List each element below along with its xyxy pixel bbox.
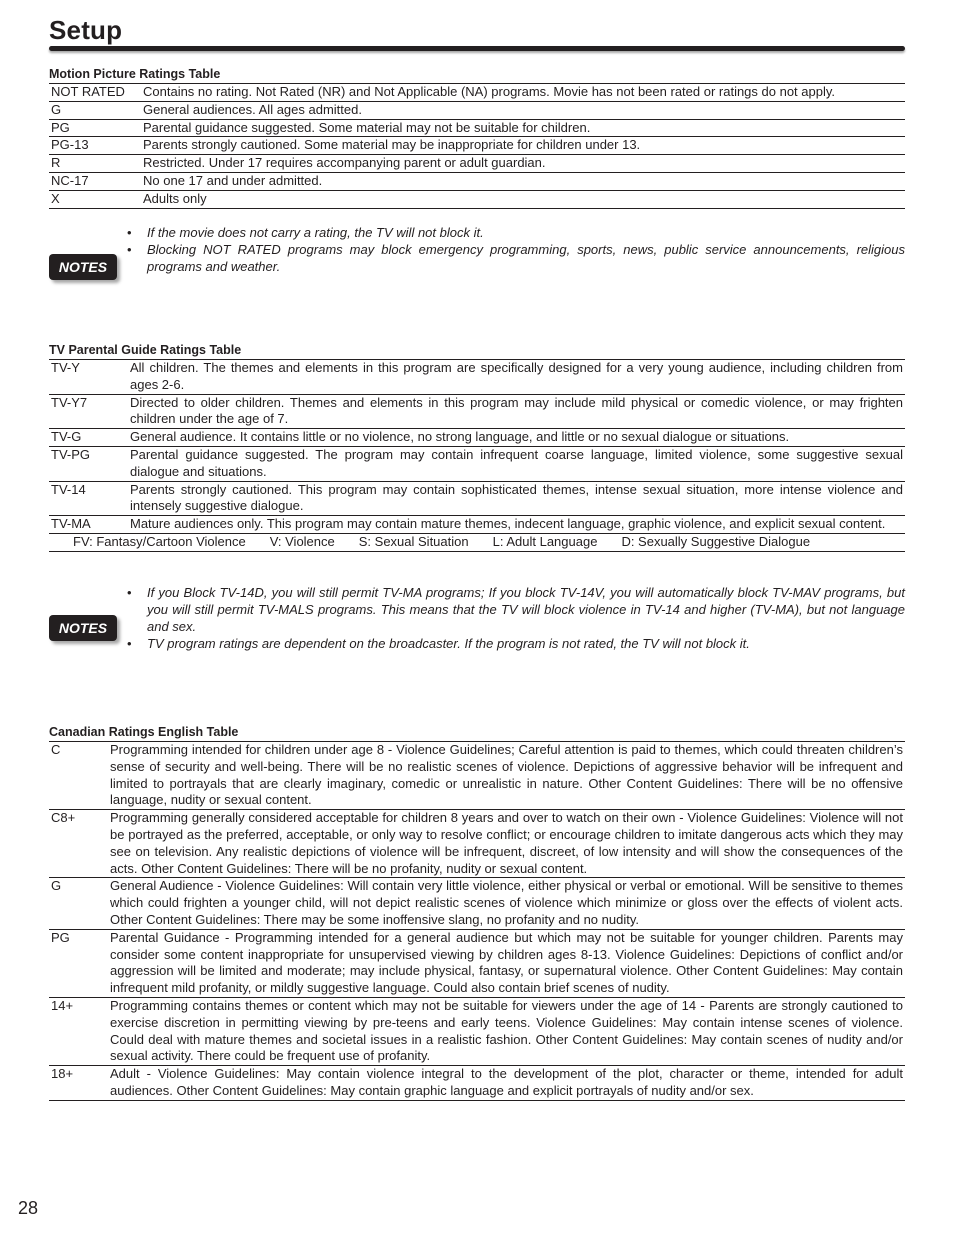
legend-item: D: Sexually Suggestive Dialogue — [621, 533, 811, 549]
rating-description: All children. The themes and elements in this program are specifically designed for a very young audience, including children from ages 2-6. — [128, 360, 905, 394]
rating-description: Parental Guidance - Programming intended for a general audience but which may not be suitable for younger children. Parents may consider some content inappropriate for unsupervised viewing by children ages 8-13. Violence Guidelines: Depictions of conflict and/or aggression will be limited and moderate; may include physical, fantasy, or supernatural violence. Other Content Guidelines: May contain infrequent mild profanity, or mildly suggestive language. Could also contain brief scenes of nudity. — [108, 929, 905, 997]
rating-row — [49, 101, 905, 119]
rating-row — [49, 446, 905, 481]
rating-code: 14+ — [49, 997, 108, 1065]
rating-description: Programming generally considered acceptable for children 8 years and over to watch on their own - Violence Guidelines: Violence will not be portrayed as the preferred, acceptable, or only way to resolve conflict; or encourage children to imitate dangerous acts which they may see on television. Any realistic depictions of violence will be infrequent, discreet, of low intensity and will show the consequences of the acts. Other Content Guidelines: There will be no profanity, nudity or sexual content. — [108, 810, 905, 878]
rating-description: Restricted. Under 17 requires accompanying parent or adult guardian. — [141, 155, 905, 173]
rating-description: Adult - Violence Guidelines: May contain violence integral to the development of the plot, character or theme, intended for adult audiences. Other Content Guidelines: May contain graphic language and explicit portrayals of nudity and/or sex. — [108, 1066, 905, 1101]
rating-description: General audience. It contains little or no violence, no strong language, and little or no sexual dialogue or situations. — [128, 429, 905, 447]
rating-code: C8+ — [49, 810, 108, 878]
rating-row — [49, 360, 905, 394]
rating-row — [49, 929, 905, 997]
note-item — [127, 584, 905, 635]
bullet-icon: • — [127, 225, 132, 240]
rating-row — [49, 429, 905, 447]
bullet-icon: • — [127, 636, 132, 651]
rating-code: TV-14 — [49, 481, 128, 516]
rating-code: NC-17 — [49, 172, 141, 190]
rating-row — [49, 155, 905, 173]
rating-row — [49, 481, 905, 516]
bullet-icon: • — [127, 585, 132, 600]
legend-item: FV: Fantasy/Cartoon Violence — [73, 533, 246, 549]
rating-description: Parents strongly cautioned. This program may contain sophisticated themes, intense sexual situation, more intense violence and intensely suggestive dialogue. — [128, 481, 905, 516]
rating-description: Programming intended for children under age 8 - Violence Guidelines; Careful attention is paid to themes, which could threaten children’s sense of security and well-being. There will be no realistic scenes of violence. Depictions of aggressive behavior will be infrequent and limited to portrayals that are clearly imaginary, comedic or unrealistic in nature. Other Content Guidelines: There will be no offensive language, nudity or sexual content. — [108, 742, 905, 810]
rating-code: G — [49, 878, 108, 929]
title-rule — [49, 46, 905, 51]
rating-row — [49, 137, 905, 155]
rating-row — [49, 190, 905, 208]
rating-row — [49, 878, 905, 929]
note-text: Blocking NOT RATED programs may block emergency programming, sports, news, public service announcements, religious programs and weather. — [147, 242, 905, 274]
rating-code: X — [49, 190, 141, 208]
canadian-section — [49, 724, 905, 1101]
rating-description: General audiences. All ages admitted. — [141, 101, 905, 119]
rating-code: NOT RATED — [49, 84, 141, 101]
tv-parental-section — [49, 342, 905, 552]
rating-code: 18+ — [49, 1066, 108, 1101]
rating-row — [49, 810, 905, 878]
rating-row — [49, 742, 905, 810]
rating-code: TV-Y7 — [49, 394, 128, 429]
rating-description: General Audience - Violence Guidelines: Will contain very little violence, either physical or verbal or emotional. Will be sensitive to themes which could frighten a younger child, will not depict realistic scenes of violence which minimize or gloss over the effects of violent acts. Other Content Guidelines: There may be some inoffensive slang, no profanity and no nudity. — [108, 878, 905, 929]
notes-list — [127, 224, 905, 275]
legend-item: L: Adult Language — [492, 533, 598, 549]
notes-block-2 — [49, 584, 905, 656]
section-heading: Motion Picture Ratings Table — [49, 66, 905, 84]
rating-code: TV-MA — [49, 516, 128, 534]
tv-parental-table — [49, 360, 905, 534]
notes-list — [127, 584, 905, 652]
rating-description: Parental guidance suggested. Some material may not be suitable for children. — [141, 119, 905, 137]
rating-description: No one 17 and under admitted. — [141, 172, 905, 190]
motion-picture-table — [49, 84, 905, 209]
motion-picture-section — [49, 66, 905, 209]
rating-code: PG — [49, 119, 141, 137]
rating-description: Mature audiences only. This program may contain mature themes, indecent language, graphic violence, and explicit sexual content. — [128, 516, 905, 534]
rating-code: TV-Y — [49, 360, 128, 394]
rating-code: TV-G — [49, 429, 128, 447]
rating-row — [49, 119, 905, 137]
note-text: TV program ratings are dependent on the broadcaster. If the program is not rated, the TV will not block it. — [147, 636, 750, 651]
note-text: If you Block TV-14D, you will still permit TV-MA programs; If you block TV-14V, you will automatically block TV-MAV programs, but you will still permit TV-MALS programs. This means that the TV will block violence in TV-14 and higher (TV-MA), but not language and sex. — [147, 585, 905, 634]
rating-row — [49, 516, 905, 534]
rating-description: Contains no rating. Not Rated (NR) and Not Applicable (NA) programs. Movie has not been rated or ratings do not apply. — [141, 84, 905, 101]
rating-code: G — [49, 101, 141, 119]
note-item — [127, 241, 905, 275]
rating-description: Adults only — [141, 190, 905, 208]
section-heading: Canadian Ratings English Table — [49, 724, 905, 742]
legend-item: S: Sexual Situation — [358, 533, 469, 549]
rating-row — [49, 84, 905, 101]
rating-row — [49, 997, 905, 1065]
notes-badge: NOTES — [49, 254, 117, 280]
note-text: If the movie does not carry a rating, the TV will not block it. — [147, 225, 484, 240]
rating-code: PG — [49, 929, 108, 997]
rating-description: Programming contains themes or content which may not be suitable for viewers under the age of 14 - Parents are strongly cautioned to exercise discretion in permitting viewing by pre-teens and early teens. Violence Guidelines: May contain intense scenes of violence. Could deal with mature themes and societal issues in a realistic fashion. Other Content Guidelines: May contain scenes of nudity and/or sexual activity. There could be frequent use of profanity. — [108, 997, 905, 1065]
rating-row — [49, 1066, 905, 1101]
rating-code: C — [49, 742, 108, 810]
legend-item: V: Violence — [269, 533, 335, 549]
note-item — [127, 635, 905, 652]
page-title: Setup — [49, 15, 123, 45]
note-item — [127, 224, 905, 241]
notes-badge: NOTES — [49, 615, 117, 641]
rating-code: PG-13 — [49, 137, 141, 155]
rating-description: Directed to older children. Themes and elements in this program may include mild physical or comedic violence, or may frighten children under the age of 7. — [128, 394, 905, 429]
rating-code: TV-PG — [49, 446, 128, 481]
section-heading: TV Parental Guide Ratings Table — [49, 342, 905, 360]
rating-row — [49, 172, 905, 190]
rating-code: R — [49, 155, 141, 173]
notes-block-1 — [49, 224, 905, 284]
rating-row — [49, 394, 905, 429]
canadian-table — [49, 742, 905, 1101]
rating-description: Parents strongly cautioned. Some material may be inappropriate for children under 13. — [141, 137, 905, 155]
page-number: 28 — [18, 1198, 39, 1218]
bullet-icon: • — [127, 242, 132, 257]
rating-description: Parental guidance suggested. The program may contain infrequent coarse language, limited violence, some suggestive sexual dialogue and situations. — [128, 446, 905, 481]
content-legend-row — [49, 534, 905, 552]
